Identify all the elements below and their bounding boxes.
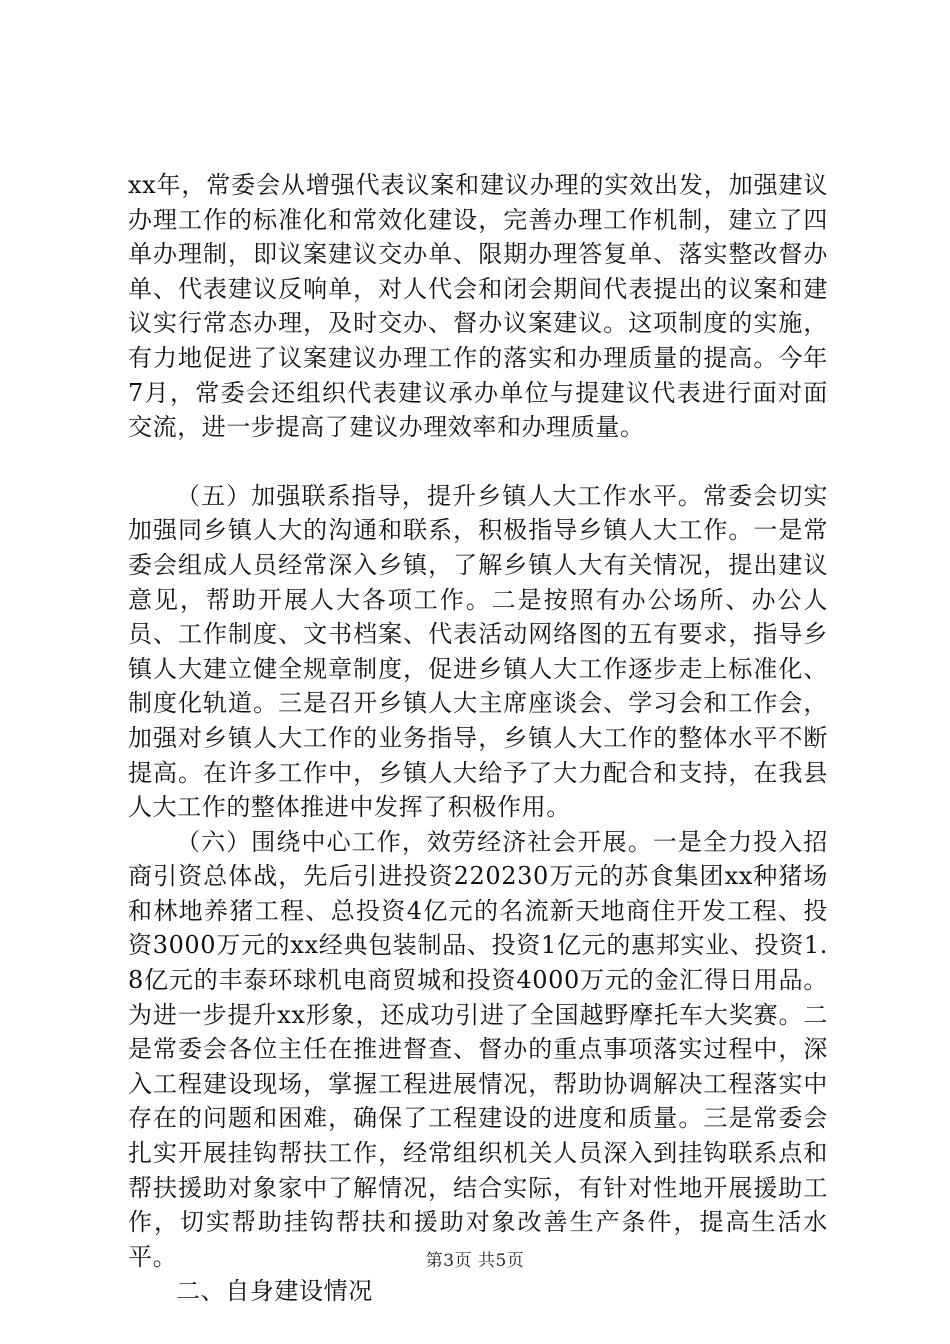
paragraph-proposal-handling: xx年，常委会从增强代表议案和建议办理的实效出发，加强建议办理工作的标准化和常效化建设，完善办理工作机制，建立了四单办理制，即议案建议交办单、限期办理答复单、落实整改督办单、代表建议反响单，对人代会和闭会期间代表提出的议案和建议实行常态办理，及时交办、督办议案建议。这项制度的实施，有力地促进了议案建议办理工作的落实和办理质量的提高。今年7月，常委会还组织代表建议承办单位与提建议代表进行面对面交流，进一步提高了建议办理效率和办理质量。 bbox=[128, 171, 828, 442]
page-footer: 第3页 共5页 bbox=[425, 1251, 525, 1271]
paragraph-township-guidance: （五）加强联系指导，提升乡镇人大工作水平。常委会切实加强同乡镇人大的沟通和联系，积极指导乡镇人大工作。一是常委会组成人员经常深入乡镇，了解乡镇人大有关情况，提出建议意见，帮助开展人大各项工作。二是按照有办公场所、办公人员、工作制度、文书档案、代表活动网络图的五有要求，指导乡镇人大建立健全规章制度，促进乡镇人大工作逐步走上标准化、制度化轨道。三是召开乡镇人大主席座谈会、学习会和工作会，加强对乡镇人大工作的业务指导，乡镇人大工作的整体水平不断提高。在许多工作中，乡镇人大给予了大力配合和支持，在我县人大工作的整体推进中发挥了积极作用。 bbox=[128, 481, 828, 822]
document-body bbox=[128, 168, 828, 1309]
paragraph-economic-service: （六）围绕中心工作，效劳经济社会开展。一是全力投入招商引资总体战，先后引进投资220230万元的苏食集团xx种猪场和林地养猪工程、总投资4亿元的名流新天地商住开发工程、投资3000万元的xx经典包装制品、投资1亿元的惠邦实业、投资1.8亿元的丰泰环球机电商贸城和投资4000万元的金汇得日用品。为进一步提升xx形象，还成功引进了全国越野摩托车大奖赛。二是常委会各位主任在推进督查、督办的重点事项落实过程中，深入工程建设现场，掌握工程进展情况，帮助协调解决工程落实中存在的问题和困难，确保了工程建设的进度和质量。三是常委会扎实开展挂钩帮扶工作，经常组织机关人员深入到挂钩联系点和帮扶援助对象家中了解情况，结合实际，有针对性地开展援助工作，切实帮助挂钩帮扶和援助对象改善生产条件，提高生活水平。 bbox=[128, 827, 828, 1271]
paragraph-gap bbox=[128, 445, 828, 479]
section-heading: 二、自身建设情况 bbox=[176, 1277, 373, 1306]
